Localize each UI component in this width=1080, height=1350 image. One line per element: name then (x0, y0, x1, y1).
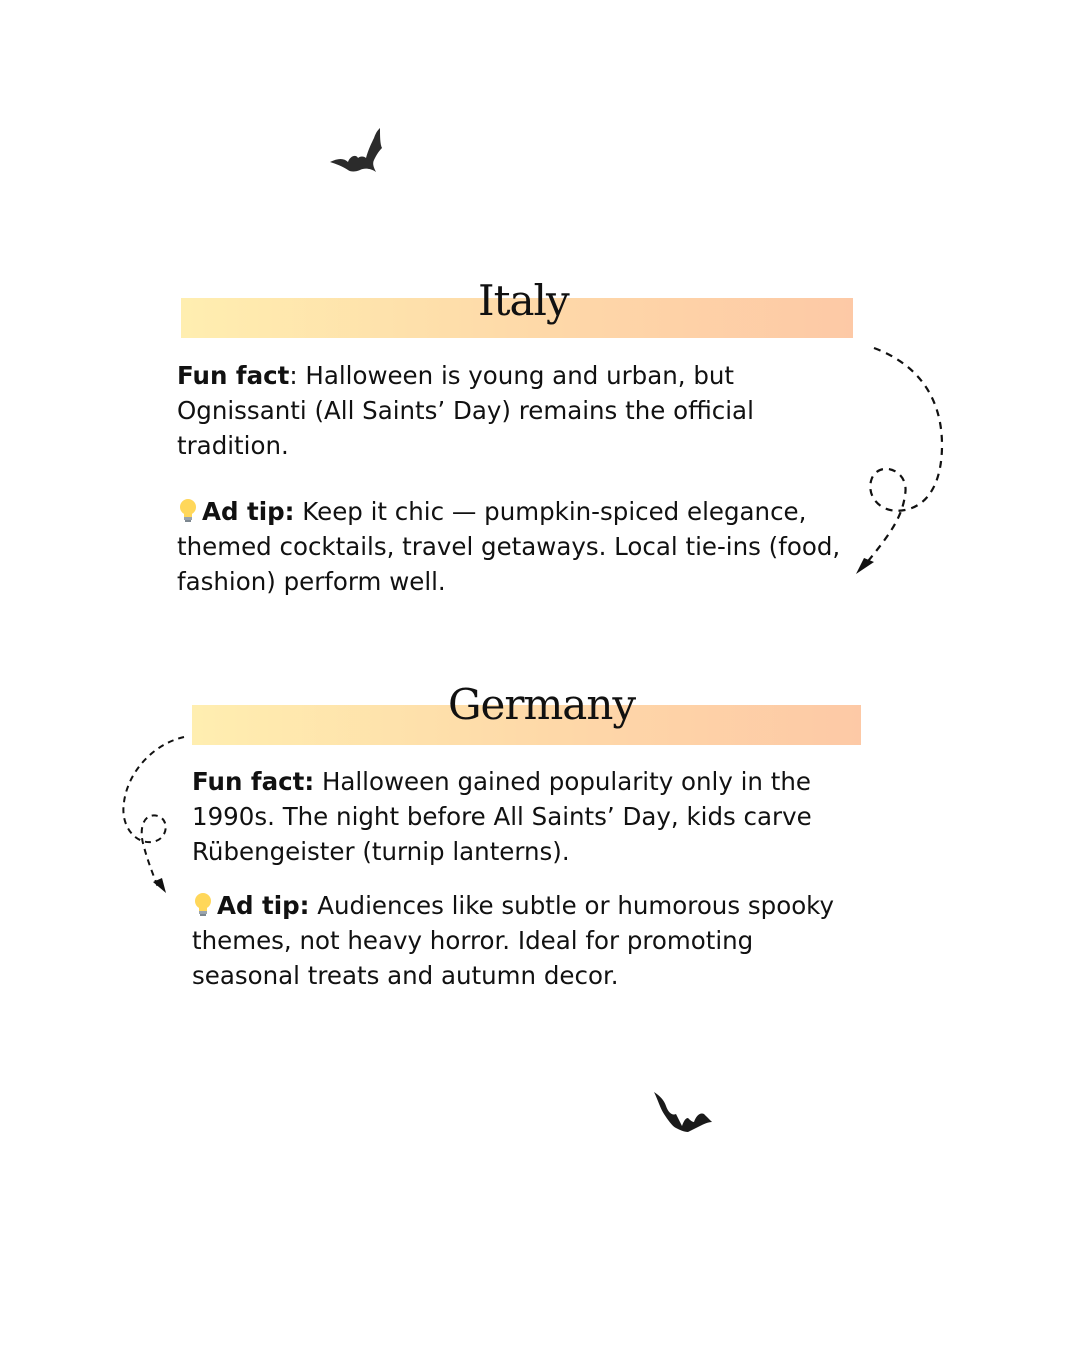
bat-icon (652, 1090, 714, 1134)
italy-title: Italy (478, 276, 569, 325)
italy-fun-fact-label: Fun fact (177, 361, 290, 390)
germany-ad-tip-text: Audiences like subtle or humorous spooky themes, not heavy horror. Ideal for promoting seasonal treats and autumn decor. (192, 891, 834, 990)
germany-ad-tip (192, 888, 857, 993)
lightbulb-icon (177, 498, 199, 524)
italy-fun-fact-text: : Halloween is young and urban, but Ognissanti (All Saints’ Day) remains the official tradition. (177, 361, 754, 460)
germany-ad-tip-label: Ad tip: (217, 891, 310, 920)
italy-ad-tip (177, 494, 842, 599)
lightbulb-icon (192, 892, 214, 918)
germany-fun-fact-label: Fun fact: (192, 767, 315, 796)
dashed-loop-arrow-right (850, 340, 950, 580)
dashed-loop-arrow-left (118, 732, 190, 897)
italy-ad-tip-text: Keep it chic — pumpkin-spiced elegance, themed cocktails, travel getaways. Local tie-ins (food, fashion) perform well. (177, 497, 841, 596)
germany-fun-fact (192, 764, 857, 869)
italy-fun-fact (177, 358, 827, 463)
bat-icon (328, 126, 384, 176)
germany-title: Germany (448, 680, 636, 729)
germany-fun-fact-text: Halloween gained popularity only in the 1990s. The night before All Saints’ Day, kids carve Rübengeister (turnip lanterns). (192, 767, 812, 866)
italy-ad-tip-label: Ad tip: (202, 497, 295, 526)
